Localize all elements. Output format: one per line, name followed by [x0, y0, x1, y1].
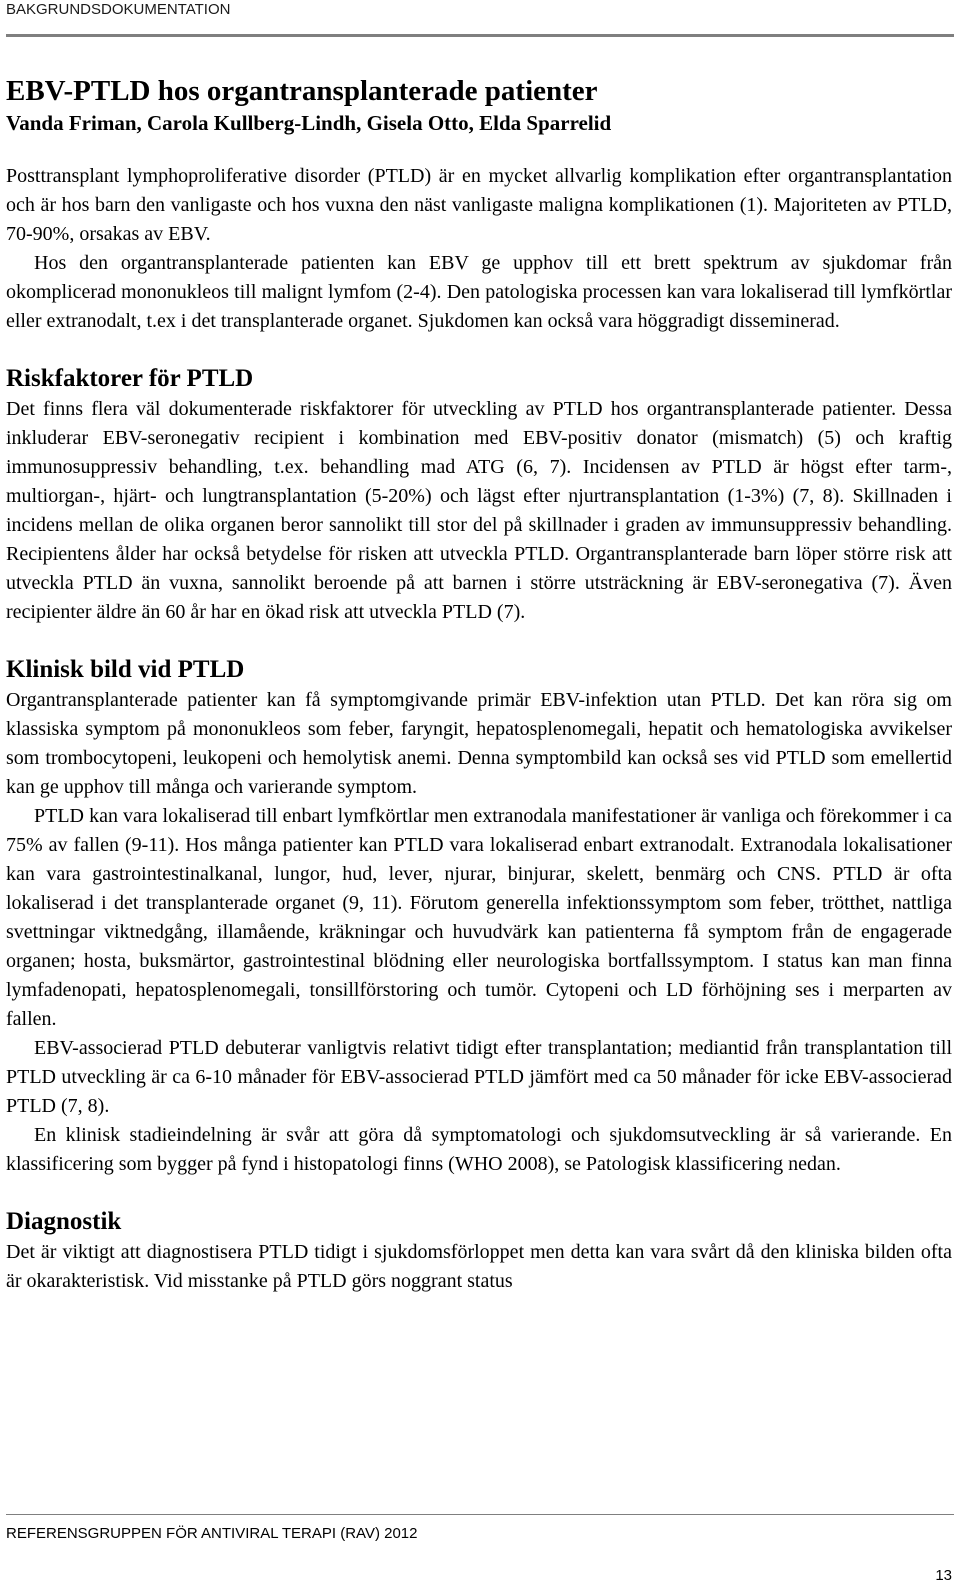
section-paragraph: En klinisk stadieindelning är svår att göra då symptomatologi och sjukdomsutveckling är så varierande. En klassificering som bygger på fynd i histopatologi finns (WHO 2008), se Patologisk klassificering nedan.	[6, 1124, 952, 1175]
section-heading-riskfaktorer: Riskfaktorer för PTLD	[6, 365, 254, 392]
header-divider	[6, 34, 954, 37]
section-heading-diagnostik: Diagnostik	[6, 1208, 122, 1235]
document-body	[6, 72, 952, 1296]
intro-paragraph: Posttransplant lymphoproliferative disorder (PTLD) är en mycket allvarlig komplikation efter organtransplantation och är hos barn den vanligaste och hos vuxna den näst vanligaste maligna komplikationen (1). Majoriteten av PTLD, 70-90%, orsakas av EBV.	[6, 165, 952, 245]
footer-divider	[6, 1514, 954, 1515]
running-footer: REFERENSGRUPPEN FÖR ANTIVIRAL TERAPI (RAV) 2012	[6, 1525, 418, 1542]
document-title: EBV-PTLD hos organtransplanterade patienter	[6, 75, 598, 107]
running-header: BAKGRUNDSDOKUMENTATION	[6, 1, 231, 18]
section-paragraph: Det är viktigt att diagnostisera PTLD tidigt i sjukdomsförloppet men detta kan vara svårt då den kliniska bilden ofta är okarakteristisk. Vid misstanke på PTLD görs noggrant status	[6, 1241, 952, 1292]
intro-paragraph: Hos den organtransplanterade patienten kan EBV ge upphov till ett brett spektrum av sjukdomar från okomplicerad mononukleos till malignt lymfom (2-4). Den patologiska processen kan vara lokaliserad till lymfkörtlar eller extranodalt, t.ex i det transplanterade organet. Sjukdomen kan också vara höggradigt disseminerad.	[6, 252, 952, 332]
section-paragraph: Det finns flera väl dokumenterade riskfaktorer för utveckling av PTLD hos organtransplanterade patienter. Dessa inkluderar EBV-seronegativ recipient i kombination med EBV-positiv donator (mismatch) (5) och kraftig immunosuppressiv behandling, t.ex. behandling mad ATG (6, 7). Incidensen av PTLD är högst efter tarm-, multiorgan-, hjärt- och lungtransplantation (5-20%) och lägst efter njurtransplantation (1-3%) (7, 8). Skillnaden i incidens mellan de olika organen beror sannolikt till stor del på skillnader i graden av immunsuppressiv behandling. Recipientens ålder har också betydelse för risken att utveckla PTLD. Organtransplanterade barn löper större risk att utveckla PTLD än vuxna, sannolikt beroende på att barnen i större utsträckning är EBV-seronegativa (7). Även recipienter äldre än 60 år har en ökad risk att utveckla PTLD (7).	[6, 398, 952, 623]
section-paragraph: PTLD kan vara lokaliserad till enbart lymfkörtlar men extranodala manifestationer är vanliga och förekommer i ca 75% av fallen (9-11). Hos många patienter kan PTLD vara lokaliserad enbart extranodalt. Extranodala lokalisationer kan vara gastrointestinalkanal, lungor, hud, lever, njurar, binjurar, skelett, benmärg och CNS. PTLD är ofta lokaliserad i det transplanterade organet (9, 11). Förutom generella infektionssymptom som feber, trötthet, nattliga svettningar viktnedgång, illamående, kräkningar och huvudvärk kan patienterna få symptom från de engagerade organen; hosta, buksmärtor, gastrointestinal blödning eller neurologiska bortfallssymptom. I status kan man finna lymfadenopati, hepatosplenomegali, tonsillförstoring och tumör. Cytopeni och LD förhöjning ses i merparten av fallen.	[6, 805, 952, 1030]
document-authors: Vanda Friman, Carola Kullberg-Lindh, Gisela Otto, Elda Sparrelid	[6, 111, 612, 135]
section-heading-klinisk-bild: Klinisk bild vid PTLD	[6, 656, 245, 683]
section-paragraph: EBV-associerad PTLD debuterar vanligtvis relativt tidigt efter transplantation; mediantid från transplantation till PTLD utveckling är ca 6-10 månader för EBV-associerad PTLD jämfört med ca 50 månader för icke EBV-associerad PTLD (7, 8).	[6, 1037, 952, 1117]
section-paragraph: Organtransplanterade patienter kan få symptomgivande primär EBV-infektion utan PTLD. Det kan röra sig om klassiska symptom på mononukleos som feber, faryngit, hepatosplenomegali, hepatit och hematologiska avvikelser som trombocytopeni, leukopeni och hemolytisk anemi. Denna symptombild kan också ses vid PTLD som emellertid kan ge upphov till många och varierande symptom.	[6, 689, 952, 798]
page-number: 13	[935, 1567, 952, 1584]
